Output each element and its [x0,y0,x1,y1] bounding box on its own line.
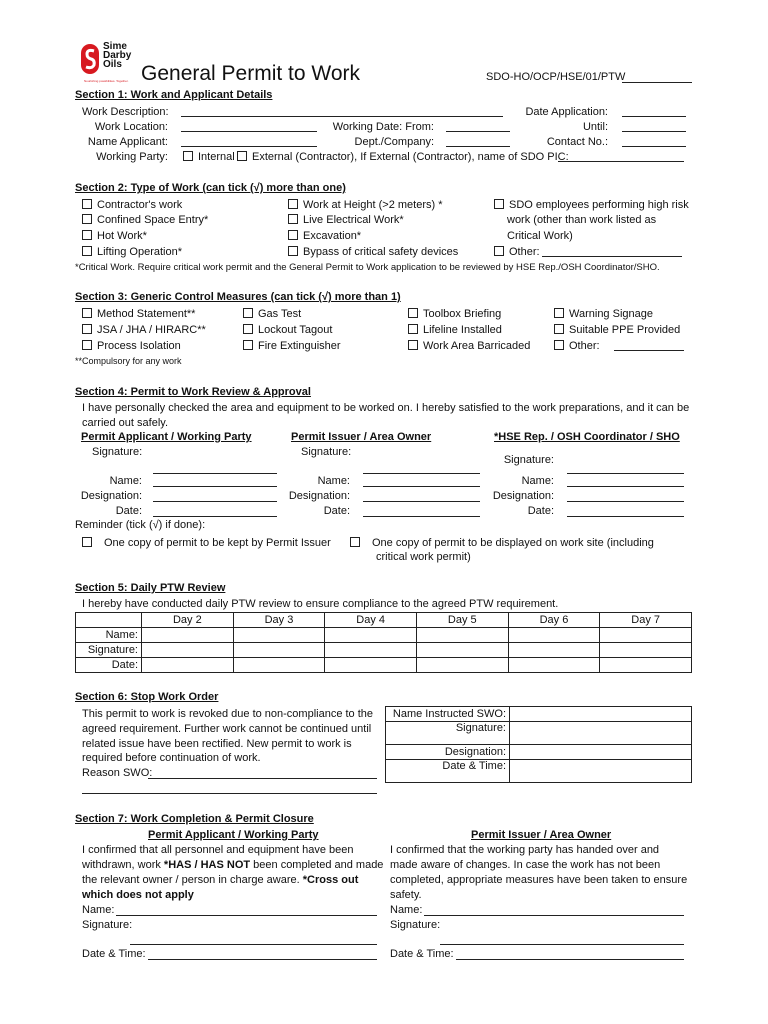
hse-name-label: Name: [521,475,554,487]
contact-no-field[interactable] [622,136,686,147]
checkbox[interactable] [288,246,298,256]
type-confined-space[interactable] [82,214,208,226]
closure-applicant-title: Permit Applicant / Working Party [148,829,319,841]
logo-text-3: Oils [103,59,122,70]
table-cell[interactable] [416,643,508,658]
closure-left-line4: which does not apply [82,889,194,901]
issuer-designation-field[interactable] [363,491,480,502]
checkbox[interactable] [82,199,92,209]
type-sdo-high-risk[interactable] [494,199,689,211]
permit-issuer-title: Permit Issuer / Area Owner [291,431,432,443]
closure-left-line1: I confirmed that all personnel and equipment have been [82,844,354,856]
text: the relevant owner / person in charge aware. [82,874,303,886]
working-party-external[interactable] [237,151,569,163]
closure-issuer-datetime-label: Date & Time: [390,948,454,960]
applicant-date-label: Date: [115,505,142,517]
option-label: Lifeline Installed [423,324,502,336]
approval-statement-line2: carried out safely. [82,417,169,429]
type-hot-work[interactable] [82,230,147,242]
table-cell[interactable] [142,643,234,658]
closure-issuer-name-label: Name: [390,904,423,916]
option-label: Method Statement** [97,308,196,320]
control-jsa[interactable] [82,324,206,336]
table-cell[interactable] [508,628,600,643]
table-cell[interactable] [510,722,692,745]
type-work-at-height[interactable] [288,199,442,211]
option-label: One copy of permit to be displayed on work site (including [372,537,654,549]
option-label: Bypass of critical safety devices [303,246,459,258]
closure-issuer-signature-label: Signature: [390,919,441,931]
issuer-signature-label: Signature: [301,446,352,458]
checkbox[interactable] [554,340,564,350]
closure-right-line1: I confirmed that the working party has handed over and [390,844,660,856]
table-cell[interactable] [508,658,600,673]
section-1-heading: Section 1: Work and Applicant Details [75,89,273,101]
swo-text-line4: required before continuation of work. [82,752,261,764]
checkbox[interactable] [554,308,564,318]
hse-designation-field[interactable] [567,491,684,502]
checkbox[interactable] [288,199,298,209]
working-party-internal[interactable] [183,151,235,163]
closure-right-line2: made aware of changes. In case the work has not been [390,859,661,871]
table-row [386,760,692,783]
has-has-not-text: *HAS / HAS NOT [163,859,251,871]
table-cell[interactable] [142,658,234,673]
hse-rep-title: *HSE Rep. / OSH Coordinator / SHO [494,431,680,443]
option-label: Other: [509,246,540,258]
table-cell[interactable] [416,628,508,643]
option-label: Work Area Barricaded [423,340,531,352]
reason-swo-field-2[interactable] [82,783,377,794]
approval-statement-line1: I have personally checked the area and equipment to be worked on. I hereby satisfied to the work preparations, and it can be [82,402,690,414]
option-label: Other: [569,340,600,352]
table-row [76,658,692,673]
option-label: Hot Work* [97,230,147,242]
permit-applicant-title: Permit Applicant / Working Party [81,431,252,443]
table-cell[interactable] [600,628,692,643]
option-label: SDO employees performing high risk [509,199,689,211]
table-row [386,707,692,722]
internal-label: Internal [198,151,235,163]
date-application-field[interactable] [622,106,686,117]
table-cell[interactable] [510,707,692,722]
cross-out-text: *Cross out [302,874,359,886]
table-cell[interactable] [600,658,692,673]
page-title: General Permit to Work [141,62,361,85]
closure-right-line3: completed, appropriate measures have been taken to ensure [390,874,688,886]
checkbox[interactable] [554,324,564,334]
hse-name-field[interactable] [567,476,684,487]
day-header: Day 3 [233,613,325,628]
swo-text-line2: agreed requirement. Further work cannot be continued until [82,723,372,735]
applicant-name-field[interactable] [153,476,277,487]
checkbox[interactable] [243,308,253,318]
hse-date-label: Date: [527,505,554,517]
table-row [76,643,692,658]
table-cell[interactable] [508,643,600,658]
control-gas-test[interactable] [243,308,301,320]
option-label: Warning Signage [569,308,653,320]
option-label: Confined Space Entry* [97,214,209,226]
applicant-signature-field[interactable] [153,463,277,474]
row-label: Designation: [386,745,510,760]
table-row [386,722,692,745]
option-label: Suitable PPE Provided [569,324,681,336]
row-label: Date & Time: [386,760,510,783]
type-contractors-work[interactable] [82,199,182,211]
type-bypass-safety[interactable] [288,246,458,258]
option-label: Fire Extinguisher [258,340,341,352]
date-application-label: Date Application: [525,106,608,118]
reason-swo-label: Reason SWO: [82,767,153,779]
type-other[interactable] [494,246,540,258]
checkbox[interactable] [243,324,253,334]
closure-applicant-name-field[interactable] [116,905,377,916]
critical-work-note: *Critical Work. Require critical work permit and the General Permit to Work application to be reviewed by HSE Rep./OSH Coordinator/SHO. [75,262,660,273]
closure-applicant-name-label: Name: [82,904,115,916]
table-row [76,613,692,628]
table-cell[interactable] [233,628,325,643]
hse-signature-field[interactable] [567,463,684,474]
checkbox[interactable] [82,324,92,334]
document-reference-line[interactable] [622,72,692,83]
checkbox[interactable] [82,537,92,547]
table-row [76,628,692,643]
checkbox[interactable] [288,214,298,224]
applicant-signature-label: Signature: [92,446,143,458]
table-cell[interactable] [325,658,417,673]
issuer-name-label: Name: [317,475,350,487]
checkbox[interactable] [243,340,253,350]
checkbox[interactable] [82,308,92,318]
hse-signature-label: Signature: [503,454,554,466]
reminder-copy-worksite-line2: critical work permit) [376,551,471,563]
reminder-copy-issuer[interactable] [82,537,331,549]
type-other-field[interactable] [542,246,682,257]
working-party-label: Working Party: [96,151,168,163]
day-header: Day 5 [416,613,508,628]
work-location-label: Work Location: [94,121,168,133]
swo-table [385,706,692,783]
work-description-label: Work Description: [82,106,169,118]
issuer-date-label: Date: [323,505,350,517]
row-label: Date: [76,658,142,673]
until-field[interactable] [622,121,686,132]
issuer-date-field[interactable] [363,506,480,517]
table-cell[interactable] [233,643,325,658]
option-label: One copy of permit to be kept by Permit Issuer [104,537,331,549]
option-label: Gas Test [258,308,302,320]
table-cell[interactable] [142,628,234,643]
type-sdo-high-risk-line3: Critical Work) [507,230,573,242]
text: been completed and made [250,859,384,871]
external-checkbox[interactable] [237,151,247,161]
option-label: Lifting Operation* [97,246,182,258]
checkbox[interactable] [82,230,92,240]
applicant-name-label: Name: [109,475,142,487]
sime-darby-logo-icon [78,42,102,76]
closure-right-line4: safety. [390,889,422,901]
day-header: Day 2 [142,613,234,628]
closure-issuer-title: Permit Issuer / Area Owner [471,829,612,841]
closure-left-line3 [82,874,358,886]
checkbox[interactable] [408,308,418,318]
hse-designation-label: Designation: [492,490,554,502]
issuer-designation-label: Designation: [288,490,350,502]
control-method-statement[interactable] [82,308,195,320]
option-label: Live Electrical Work* [303,214,404,226]
swo-text-line1: This permit to work is revoked due to non-compliance to the [82,708,374,720]
control-area-barricaded[interactable] [408,340,530,352]
work-description-field[interactable] [181,106,503,117]
day-header: Day 6 [508,613,600,628]
working-date-from-field[interactable] [446,121,510,132]
control-warning-signage[interactable] [554,308,653,320]
control-toolbox-briefing[interactable] [408,308,501,320]
until-label: Until: [582,121,608,133]
row-label: Name Instructed SWO: [386,707,510,722]
table-cell[interactable] [416,658,508,673]
row-label: Signature: [76,643,142,658]
text: withdrawn, work [82,859,164,871]
day-header: Day 4 [325,613,417,628]
issuer-signature-field[interactable] [363,463,480,474]
control-other-field[interactable] [614,340,684,351]
table-cell[interactable] [325,643,417,658]
section-2-heading: Section 2: Type of Work (can tick (√) more than one) [75,182,346,194]
logo-text-2: Darby [103,50,132,61]
checkbox[interactable] [408,340,418,350]
type-live-electrical[interactable] [288,214,404,226]
closure-issuer-signature-field[interactable] [440,934,684,945]
issuer-name-field[interactable] [363,476,480,487]
contact-no-label: Contact No.: [546,136,608,148]
table-cell[interactable] [233,658,325,673]
checkbox[interactable] [408,324,418,334]
type-excavation[interactable] [288,230,361,242]
name-applicant-label: Name Applicant: [87,136,168,148]
option-label: Excavation* [303,230,362,242]
option-label: JSA / JHA / HIRARC** [97,324,206,336]
applicant-date-field[interactable] [153,506,277,517]
option-label: Contractor's work [97,199,183,211]
row-label: Name: [76,628,142,643]
control-ppe[interactable] [554,324,680,336]
logo-text-1: Sime [103,41,127,52]
dept-company-field[interactable] [446,136,510,147]
document-reference: SDO-HO/OCP/HSE/01/PTW [486,71,626,83]
table-cell[interactable] [510,745,692,760]
type-sdo-high-risk-line2: work (other than work listed as [507,214,657,226]
table-cell[interactable] [600,643,692,658]
table-cell [76,613,142,628]
applicant-designation-label: Designation: [80,490,142,502]
hse-date-field[interactable] [567,506,684,517]
daily-review-statement: I hereby have conducted daily PTW review to ensure compliance to the agreed PTW requirement. [82,598,559,610]
type-lifting-operation[interactable] [82,246,182,258]
row-label: Signature: [386,722,510,745]
option-label: Lockout Tagout [258,324,333,336]
checkbox[interactable] [82,246,92,256]
reminder-copy-worksite[interactable] [350,537,654,549]
work-location-field[interactable] [181,121,317,132]
section-5-heading: Section 5: Daily PTW Review [75,582,226,594]
control-lifeline[interactable] [408,324,502,336]
closure-applicant-signature-label: Signature: [82,919,133,931]
daily-review-table [75,612,692,673]
control-lockout-tagout[interactable] [243,324,332,336]
checkbox[interactable] [494,246,504,256]
swo-text-line3: related issue have been rectified. New permit to work is [82,738,352,750]
table-cell[interactable] [325,628,417,643]
table-cell[interactable] [510,760,692,783]
compulsory-note: **Compulsory for any work [75,356,182,366]
logo-tagline: Nourishing possibilities. Together. [84,79,129,83]
sdo-pic-field[interactable] [558,151,684,162]
name-applicant-field[interactable] [181,136,317,147]
closure-applicant-signature-field[interactable] [130,934,377,945]
applicant-designation-field[interactable] [153,491,277,502]
closure-left-line2 [82,859,383,871]
section-3-heading: Section 3: Generic Control Measures (can tick (√) more than 1) [75,291,401,303]
option-label: Process Isolation [97,340,181,352]
dept-company-label: Dept./Company: [354,136,434,148]
section-4-heading: Section 4: Permit to Work Review & Approval [75,386,311,398]
reason-swo-field[interactable] [148,768,377,779]
external-label: External (Contractor), If External (Contractor), name of SDO PIC: [252,151,569,163]
checkbox[interactable] [82,340,92,350]
control-process-isolation[interactable] [82,340,181,352]
control-fire-extinguisher[interactable] [243,340,341,352]
option-label: Work at Height (>2 meters) * [303,199,443,211]
day-header: Day 7 [600,613,692,628]
option-label: Toolbox Briefing [423,308,502,320]
working-date-from-label: Working Date: From: [332,121,434,133]
checkbox[interactable] [494,199,504,209]
closure-applicant-datetime-label: Date & Time: [82,948,146,960]
checkbox[interactable] [288,230,298,240]
closure-applicant-datetime-field[interactable] [148,949,377,960]
closure-issuer-datetime-field[interactable] [456,949,684,960]
section-7-heading: Section 7: Work Completion & Permit Closure [75,813,314,825]
section-6-heading: Section 6: Stop Work Order [75,691,219,703]
reminder-label: Reminder (tick (√) if done): [75,519,206,531]
checkbox[interactable] [82,214,92,224]
internal-checkbox[interactable] [183,151,193,161]
checkbox[interactable] [350,537,360,547]
table-row [386,745,692,760]
closure-issuer-name-field[interactable] [424,905,684,916]
control-other[interactable] [554,340,600,352]
